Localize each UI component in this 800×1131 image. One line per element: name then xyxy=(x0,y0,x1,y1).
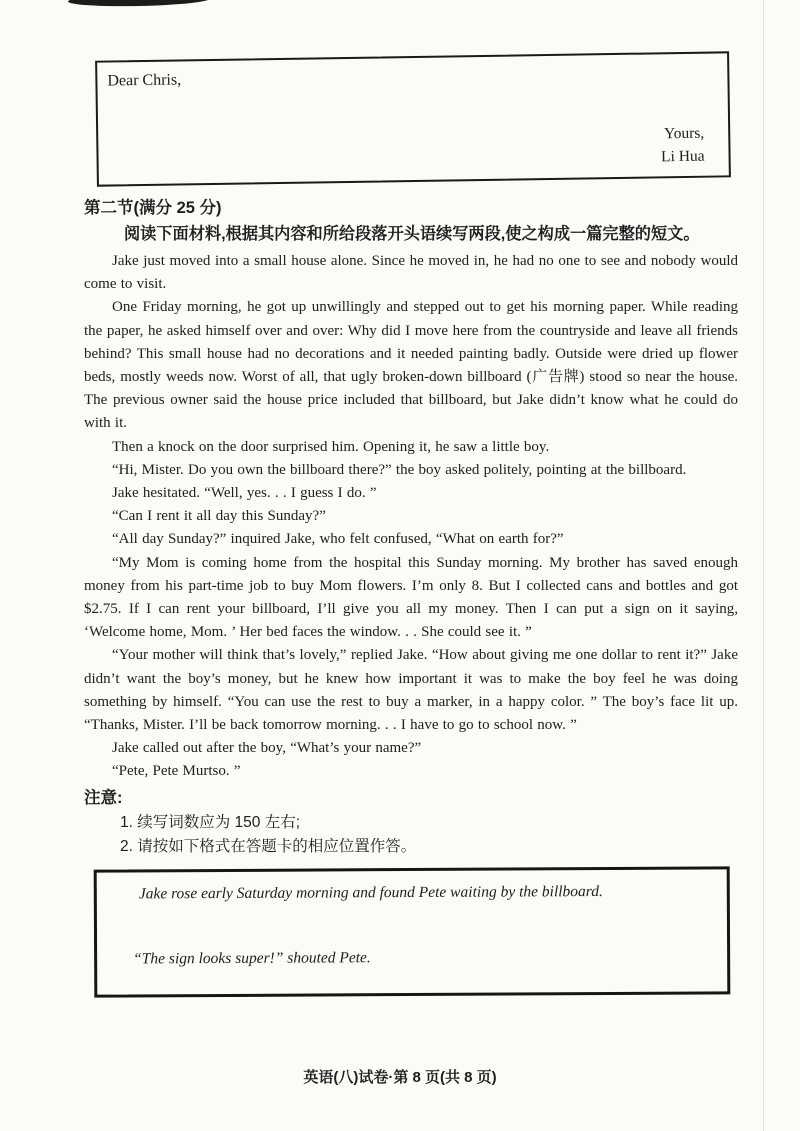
letter-signature: Li Hua xyxy=(660,147,705,166)
story-paragraph: “Pete, Pete Murtso. ” xyxy=(112,763,241,780)
letter-closing: Yours, xyxy=(663,124,705,143)
story-paragraph: Jake just moved into a small house alone. Since he moved in, he had no one to see and nobody would come to visit. xyxy=(84,253,738,293)
continuation-opening-1: Jake rose early Saturday morning and found Pete waiting by the billboard. xyxy=(138,882,603,903)
story-paragraph: “Can I rent it all day this Sunday?” xyxy=(112,508,326,525)
scan-smudge-artifact xyxy=(68,0,210,7)
story-paragraph: “Hi, Mister. Do you own the billboard there?” the boy asked politely, pointing at the billboard. xyxy=(112,461,687,478)
story-paragraph: Jake hesitated. “Well, yes. . . I guess I do. ” xyxy=(112,485,377,502)
story-paragraph: Then a knock on the door surprised him. Opening it, he saw a little boy. xyxy=(112,438,550,455)
exam-section-2 xyxy=(84,196,738,996)
story-paragraph: “All day Sunday?” inquired Jake, who felt confused, “What on earth for?” xyxy=(112,531,564,548)
story-text xyxy=(84,250,738,784)
story-paragraph: Jake called out after the boy, “What’s your name?” xyxy=(112,740,422,757)
notes-label: 注意: xyxy=(84,788,123,807)
section-instruction: 阅读下面材料,根据其内容和所给段落开头语续写两段,使之构成一篇完整的短文。 xyxy=(124,225,700,243)
section-heading: 第二节(满分 25 分) xyxy=(84,199,222,217)
story-paragraph: “Your mother will think that’s lovely,” replied Jake. “How about giving me one dollar to rent it?” Jake didn’t want the boy’s money, but he knew how important it was to make the boy feel he was doing something by himself. “You can use the rest to buy a marker, in a happy color. ” The boy’s face lit up. “Thanks, Mister. I’ll be back tomorrow morning. . . I have to go to school now. ” xyxy=(84,647,738,734)
paper-edge-line xyxy=(763,0,764,1131)
letter-answer-box xyxy=(95,51,731,186)
note-item-word-count: 1. 续写词数应为 150 左右; xyxy=(120,813,301,831)
letter-salutation: Dear Chris, xyxy=(107,71,182,90)
continuation-opening-2: “The sign looks super!” shouted Pete. xyxy=(133,948,371,968)
letter-closing-block xyxy=(98,121,729,184)
continuation-answer-box xyxy=(94,866,731,997)
story-paragraph: “My Mom is coming home from the hospital this Sunday morning. My brother has saved enough money from his part-time job to buy Mom flowers. I’m only 8. But I collected cans and bottles and got $2.75. If I can rent your billboard, I’ll give you all my money. Then I can put a sign on it saying, ‘Welcome home, Mom. ’ Her bed faces the window. . . She could see it. ” xyxy=(84,554,738,641)
page-footer: 英语(八)试卷·第 8 页(共 8 页) xyxy=(303,1069,497,1086)
story-paragraph: One Friday morning, he got up unwillingly and stepped out to get his morning paper. While reading the paper, he asked himself over and over: Why did I move here from the countryside and leave all friends behind? This small house had no decorations and it needed painting badly. Outside were dried up flower beds, mostly weeds now. Worst of all, that ugly broken-down billboard (广告牌) stood so near the house. The previous owner said the house price included that billboard, but Jake didn’t know what he could do with it. xyxy=(84,299,738,432)
note-item-answer-format: 2. 请按如下格式在答题卡的相应位置作答。 xyxy=(120,837,417,855)
